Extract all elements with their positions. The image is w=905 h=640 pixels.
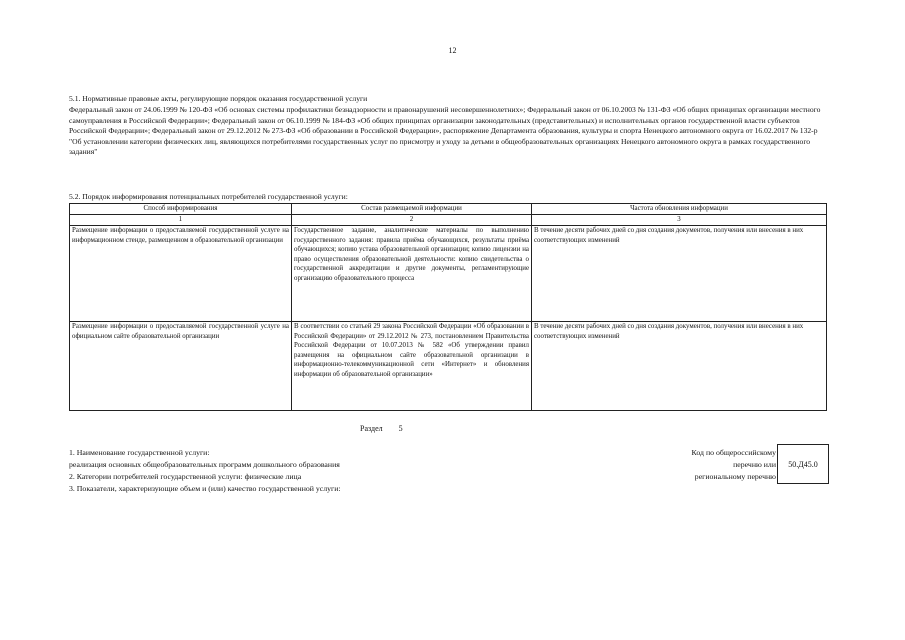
table-cell: Государственное задание, аналитические материалы по выполнению государственного задания: правила приёма обучающихся, результаты приёма обучающихся; копию устава образовательной организации; копию лицензии на право осуществления образовательной деятельности: копию свидетельства о государственной аккредитации и другие документы, регламентирующие организацию образовательного процесса (292, 226, 532, 322)
header-method: Способ информирования (70, 204, 292, 215)
section-heading (360, 424, 403, 433)
section-5-1-body: Федеральный закон от 24.06.1999 № 120-ФЗ «Об основах системы профилактики безнадзорности и правонарушений несовершеннолетних»; Федеральный закон от 06.10.2003 № 131-ФЗ «Об общих принципах организации местного самоуправления в Российской Федерации»; Федеральный закон от 06.10.1999 № 184-ФЗ «Об общих принципах организации законодательных (представительных) и исполнительных органов государственной власти субъектов Российской Федерации»; Федеральный закон от 29.12.2012 № 273-ФЗ «Об образовании в Российской Федерации», распоряжение Департамента образования, культуры и спорта Ненецкого автономного округа от 16.02.2017 № 132-р "Об установлении категории физических лиц, являющихся потребителями государственных услуг по присмотру и уходу за детьми в общеобразовательных организациях Ненецкого автономного округа в рамках государственного задания" (69, 105, 821, 157)
section-label: Раздел (360, 424, 383, 433)
table-cell: В течение десяти рабочих дней со дня создания документов, получения или внесения в них соответствующих изменений (532, 226, 827, 322)
registry-code-value: 50.Д45.0 (788, 459, 818, 469)
header-frequency: Частота обновления информации (532, 204, 827, 215)
registry-code-label-line: перечню или (733, 460, 776, 469)
column-number: 1 (70, 215, 292, 226)
header-content: Состав размещаемой информации (292, 204, 532, 215)
section-number: 5 (398, 424, 403, 433)
consumer-category: 2. Категории потребителей государственной услуги: физические лица (69, 472, 302, 481)
indicators-label: 3. Показатели, характеризующие объем и (или) качество государственной услуги: (69, 484, 341, 493)
registry-code-box (777, 444, 829, 484)
table-header-row (70, 204, 827, 215)
column-number: 2 (292, 215, 532, 226)
section-5-1-title: 5.1. Нормативные правовые акты, регулирующие порядок оказания государственной услуги (69, 94, 368, 103)
table-cell: В течение десяти рабочих дней со дня создания документов, получения или внесения в них соответствующих изменений (532, 322, 827, 411)
table-row (70, 322, 827, 411)
table-row (70, 226, 827, 322)
registry-code-label-line: Код по общероссийскому (691, 448, 776, 457)
information-table (69, 203, 827, 411)
service-name-label: 1. Наименование государственной услуги: (69, 448, 210, 457)
section-5-2-title: 5.2. Порядок информирования потенциальных потребителей государственной услуги: (69, 192, 348, 201)
table-cell: Размещение информации о предоставляемой государственной услуге на официальном сайте образовательной организации (70, 322, 292, 411)
service-name-value: реализация основных общеобразовательных программ дошкольного образования (69, 460, 340, 469)
table-number-row (70, 215, 827, 226)
page-number: 12 (448, 46, 457, 55)
table-cell: Размещение информации о предоставляемой государственной услуге на информационном стенде, размещенном в образовательной организации (70, 226, 292, 322)
column-number: 3 (532, 215, 827, 226)
registry-code-label-line: региональному перечню (694, 472, 776, 481)
table-cell: В соответствии со статьей 29 закона Российской Федерации «Об образовании в Российской Федерации» от 29.12.2012 № 273, постановлением Правительства Российской Федерации от 10.07.2013 № 582 «Об утверждении правил размещения на официальном сайте образовательной организации в информационно-телекоммуникационной сети «Интернет» и обновления информации об образовательной организации» (292, 322, 532, 411)
registry-code-label (640, 447, 776, 483)
